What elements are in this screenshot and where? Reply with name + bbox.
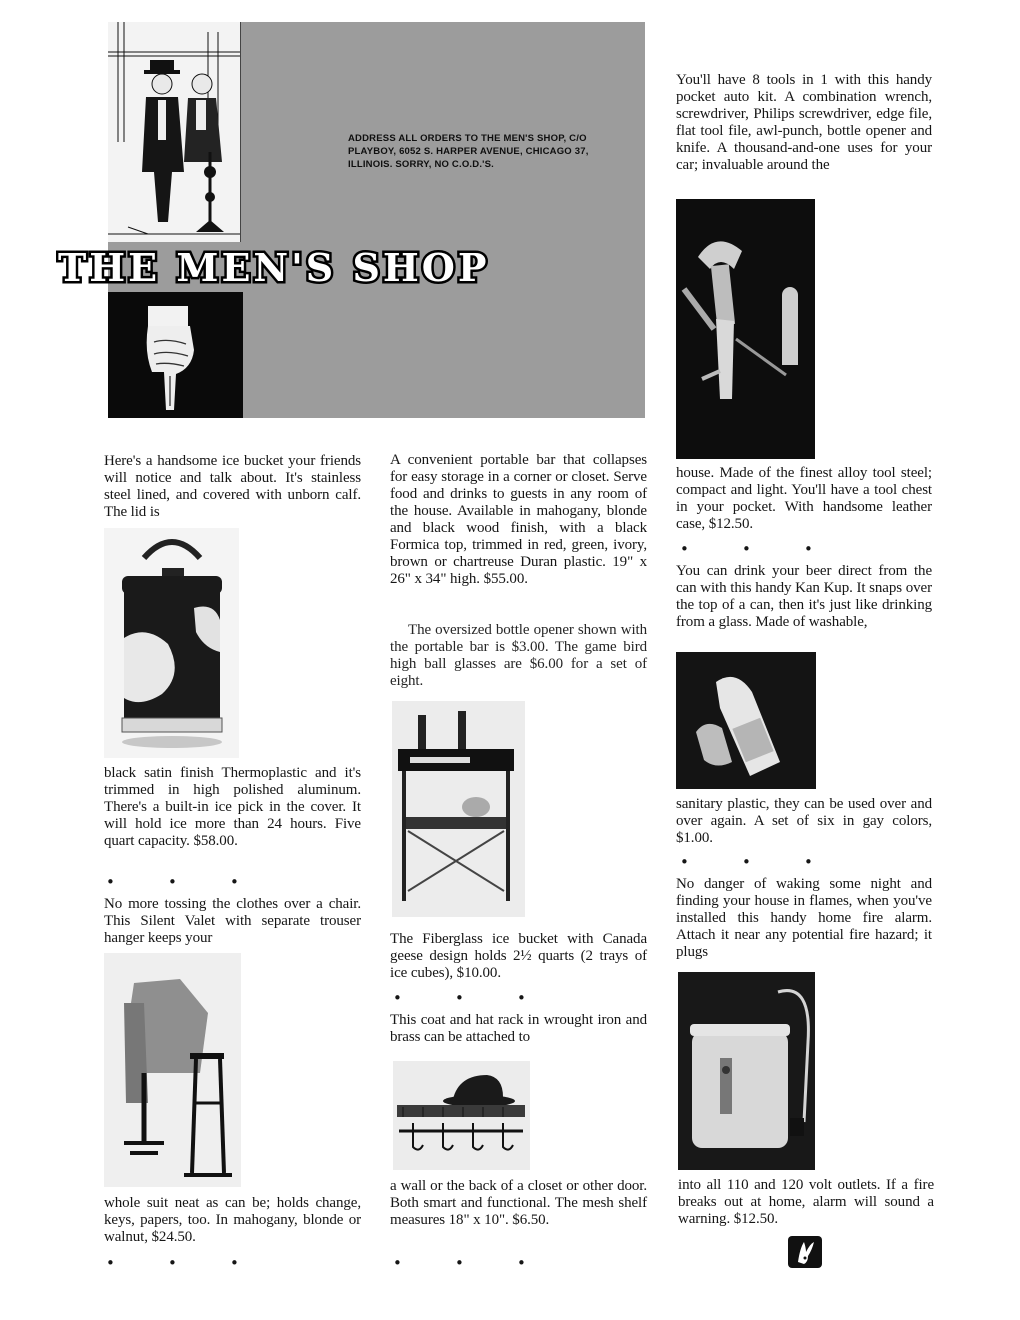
- valet-text-2: whole suit neat as can be; holds change, keys, papers, too. In mahogany, blonde or walnut, $24.50.: [104, 1195, 361, 1245]
- auto-kit-text-2: house. Made of the finest alloy tool steel; compact and light. You'll have a tool chest in your pocket. With handsome leather case, $12.50.: [676, 465, 932, 532]
- silent-valet-photo: [104, 953, 241, 1187]
- separator-dots: • • •: [393, 1254, 526, 1272]
- separator-dots: • • •: [106, 1254, 239, 1272]
- engraving-illustration: [108, 22, 241, 242]
- kan-kup-text-2: sanitary plastic, they can be used over and over again. A set of six in gay colors, $1.00.: [676, 796, 932, 846]
- coat-rack-text-1: This coat and hat rack in wrought iron and brass can be attached to: [390, 1012, 647, 1045]
- coat-rack-text-2: a wall or the back of a closet or other door. Both smart and functional. The mesh shelf measures 18" x 10". $6.50.: [390, 1178, 647, 1228]
- portable-bar-photo: [392, 701, 525, 917]
- ice-bucket-photo: [104, 528, 239, 758]
- rabbit-head-logo: [788, 1236, 822, 1268]
- shop-title-text: THE MEN'S SHOP: [58, 246, 490, 288]
- kan-kup-text-1: You can drink your beer direct from the can with this handy Kan Kup. It snaps over the top of a can, then it's just like drinking from a glass. Made of washable,: [676, 563, 932, 630]
- pocket-auto-kit-photo: [676, 199, 815, 459]
- pointing-hand-icon: [108, 292, 243, 418]
- valet-text-1: No more tossing the clothes over a chair. This Silent Valet with separate trouser hanger keeps your: [104, 896, 361, 946]
- ice-bucket-text-2: black satin finish Thermoplastic and it's trimmed in high polished aluminum. There's a built-in ice pick in the cover. It will hold ice more than 24 hours. Five quart capacity. $58.00.: [104, 765, 361, 849]
- separator-dots: • • •: [680, 540, 813, 558]
- fiberglass-bucket-text: The Fiberglass ice bucket with Canada geese design holds 2½ quarts (2 trays of ice cubes), $10.00.: [390, 931, 647, 981]
- fire-alarm-photo: [678, 972, 815, 1170]
- order-address: ADDRESS ALL ORDERS TO THE MEN'S SHOP, C/O PLAYBOY, 6052 S. HARPER AVENUE, CHICAGO 37, ILLINOIS. SORRY, NO C.O.D.'S.: [348, 133, 589, 170]
- coat-rack-photo: [393, 1061, 530, 1170]
- kan-kup-photo: [676, 652, 816, 789]
- fire-alarm-text-1: No danger of waking some night and finding your house in flames, when you've installed this handy home fire alarm. Attach it near any potential fire hazard; it plugs: [676, 876, 932, 960]
- bottle-opener-text: The oversized bottle opener shown with the portable bar is $3.00. The game bird high ball glasses are $6.00 for a set of eight.: [390, 622, 647, 689]
- separator-dots: • • •: [680, 853, 813, 871]
- separator-dots: • • •: [393, 989, 526, 1007]
- auto-kit-text-1: You'll have 8 tools in 1 with this handy pocket auto kit. A combination wrench, screwdriver, Philips screwdriver, edge file, flat tool file, awl-punch, bottle opener and knife. A thousand-and-one uses for your car; invaluable around the: [676, 72, 932, 173]
- ice-bucket-text-1: Here's a handsome ice bucket your friends will notice and talk about. It's stainless steel lined, and covered with unborn calf. The lid is: [104, 453, 361, 520]
- fire-alarm-text-2: into all 110 and 120 volt outlets. If a fire breaks out at home, alarm will sound a warning. $12.50.: [678, 1177, 934, 1227]
- shop-title: [56, 246, 576, 288]
- separator-dots: • • •: [106, 873, 239, 891]
- portable-bar-text: A convenient portable bar that collapses for easy storage in a corner or closet. Serve food and drinks to guests in any room of the house. Available in mahogany, blonde and black wood finish, with a black Formica top, trimmed in red, green, ivory, brown or chartreuse Duran plastic. 19" x 26" x 34" high. $55.00.: [390, 452, 647, 587]
